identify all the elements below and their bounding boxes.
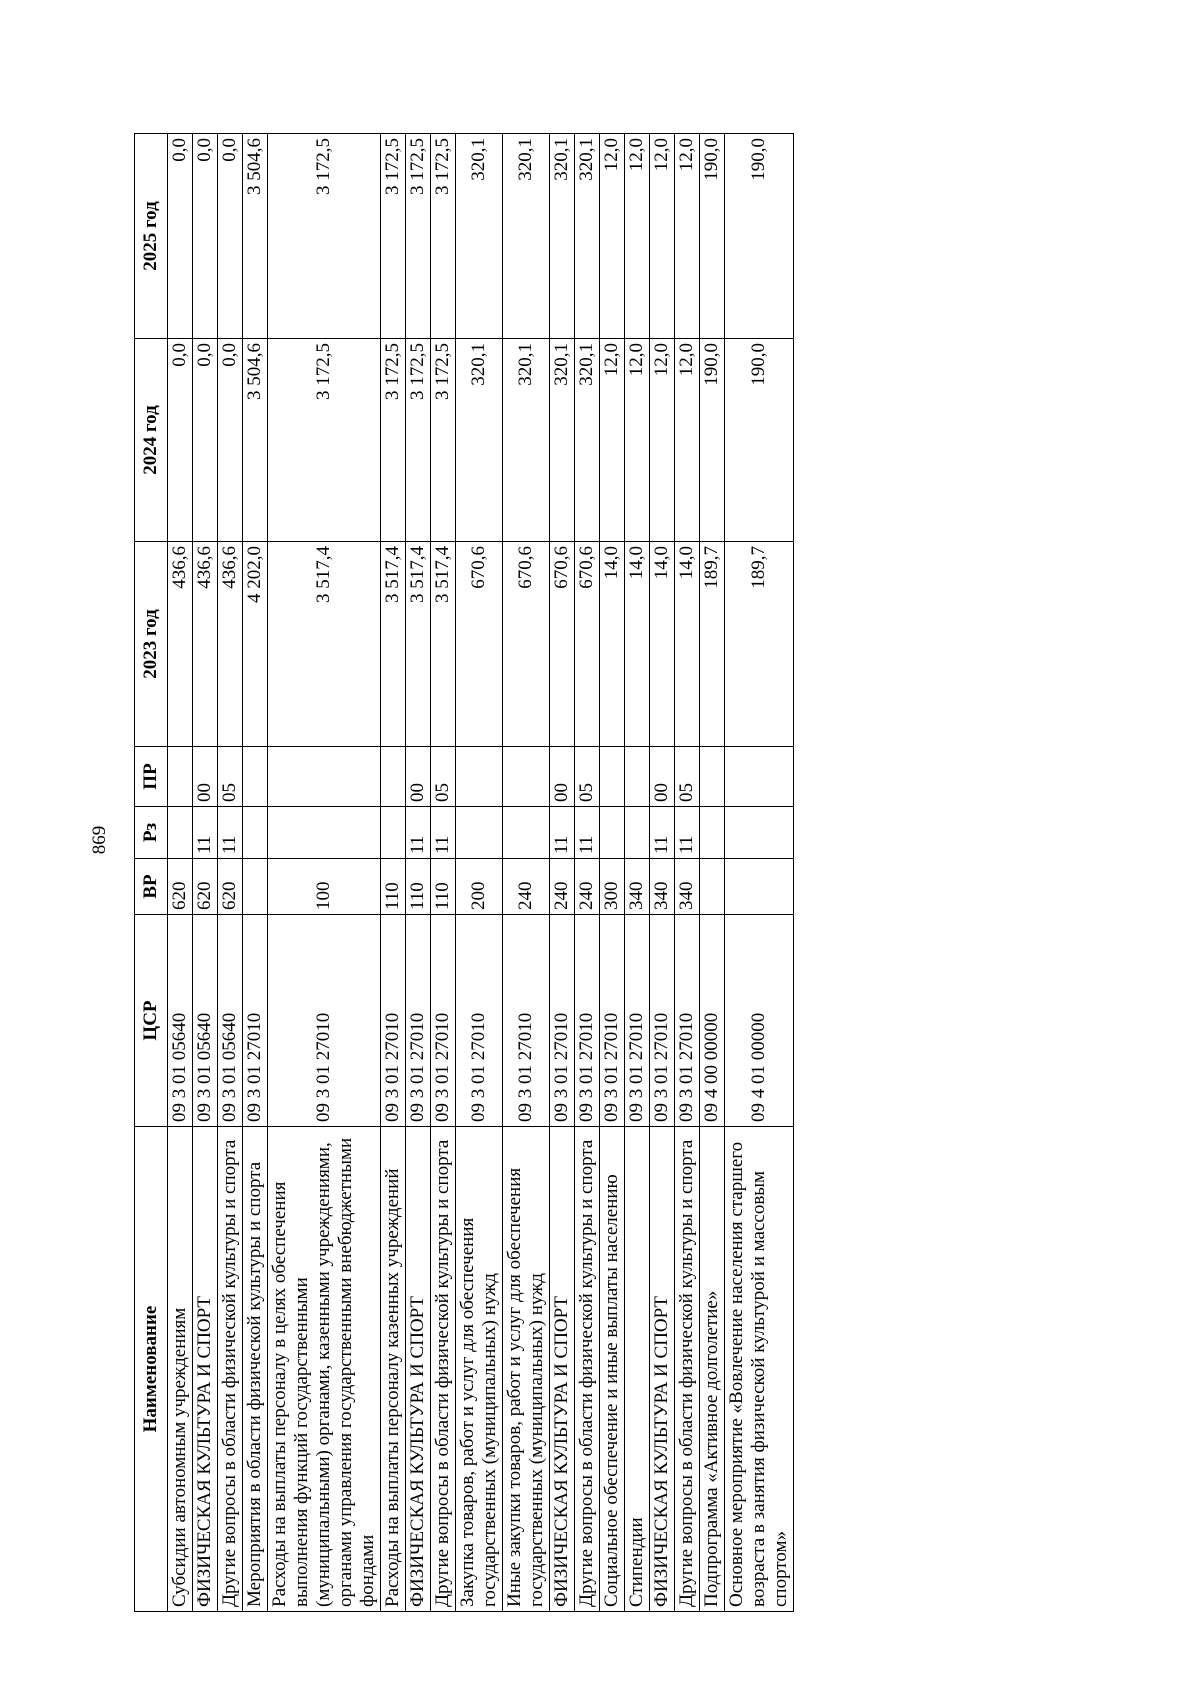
cell-y2024: 320,1	[503, 339, 550, 542]
cell-y2023: 670,6	[456, 542, 503, 747]
cell-y2023: 3 517,4	[431, 542, 456, 747]
cell-y2023: 14,0	[675, 542, 700, 747]
cell-y2023: 670,6	[550, 542, 575, 747]
cell-y2025: 190,0	[725, 134, 794, 339]
table-row	[193, 134, 218, 1612]
cell-y2023: 436,6	[168, 542, 193, 747]
cell-name: Другие вопросы в области физической культуры и спорта	[431, 1127, 456, 1612]
cell-rz	[725, 807, 794, 859]
cell-csr: 09 3 01 27010	[675, 915, 700, 1127]
cell-vr: 620	[218, 859, 243, 915]
cell-y2023: 14,0	[650, 542, 675, 747]
cell-name: Закупка товаров, работ и услуг для обеспечения государственных (муниципальных) нужд	[456, 1127, 503, 1612]
cell-y2025: 190,0	[700, 134, 725, 339]
cell-vr: 110	[431, 859, 456, 915]
header-2023: 2023 год	[135, 542, 168, 747]
cell-csr: 09 4 00 00000	[700, 915, 725, 1127]
cell-rz: 11	[431, 807, 456, 859]
table-header-row	[135, 134, 168, 1612]
cell-name: Расходы на выплаты персоналу казенных учреждений	[381, 1127, 406, 1612]
cell-pr	[268, 747, 381, 807]
header-pr: ПР	[135, 747, 168, 807]
table-row	[650, 134, 675, 1612]
cell-name: Другие вопросы в области физической культуры и спорта	[218, 1127, 243, 1612]
cell-rz	[168, 807, 193, 859]
cell-csr: 09 3 01 27010	[406, 915, 431, 1127]
rotated-table-container	[134, 134, 1040, 1612]
budget-table	[134, 133, 794, 1612]
cell-rz: 11	[218, 807, 243, 859]
cell-rz: 11	[550, 807, 575, 859]
table-row	[218, 134, 243, 1612]
cell-csr: 09 3 01 27010	[268, 915, 381, 1127]
cell-vr: 620	[168, 859, 193, 915]
cell-pr: 00	[406, 747, 431, 807]
cell-y2023: 3 517,4	[406, 542, 431, 747]
cell-y2023: 189,7	[700, 542, 725, 747]
cell-vr: 240	[550, 859, 575, 915]
cell-y2024: 12,0	[675, 339, 700, 542]
cell-pr: 00	[550, 747, 575, 807]
cell-y2025: 320,1	[456, 134, 503, 339]
cell-rz	[243, 807, 268, 859]
cell-y2024: 3 504,6	[243, 339, 268, 542]
table-row	[381, 134, 406, 1612]
cell-y2024: 12,0	[600, 339, 625, 542]
cell-y2024: 3 172,5	[406, 339, 431, 542]
cell-csr: 09 3 01 27010	[503, 915, 550, 1127]
cell-csr: 09 3 01 27010	[243, 915, 268, 1127]
table-row	[550, 134, 575, 1612]
cell-csr: 09 3 01 27010	[600, 915, 625, 1127]
cell-pr	[725, 747, 794, 807]
cell-name: ФИЗИЧЕСКАЯ КУЛЬТУРА И СПОРТ	[650, 1127, 675, 1612]
cell-rz	[700, 807, 725, 859]
cell-y2023: 670,6	[503, 542, 550, 747]
cell-pr	[503, 747, 550, 807]
cell-rz	[381, 807, 406, 859]
cell-rz: 11	[193, 807, 218, 859]
cell-y2025: 3 504,6	[243, 134, 268, 339]
cell-name: ФИЗИЧЕСКАЯ КУЛЬТУРА И СПОРТ	[193, 1127, 218, 1612]
cell-name: ФИЗИЧЕСКАЯ КУЛЬТУРА И СПОРТ	[406, 1127, 431, 1612]
cell-y2024: 190,0	[725, 339, 794, 542]
cell-y2023: 189,7	[725, 542, 794, 747]
table-row	[575, 134, 600, 1612]
cell-name: Расходы на выплаты персоналу в целях обеспечения выполнения функций государственными (муниципальными) органами, казенными учреждениями, органами управления государственными внебюджетными фондами	[268, 1127, 381, 1612]
cell-pr	[381, 747, 406, 807]
cell-pr: 05	[218, 747, 243, 807]
cell-vr: 340	[675, 859, 700, 915]
cell-vr: 340	[650, 859, 675, 915]
cell-y2025: 12,0	[675, 134, 700, 339]
cell-y2024: 3 172,5	[431, 339, 456, 542]
cell-name: Субсидии автономным учреждениям	[168, 1127, 193, 1612]
cell-y2025: 3 172,5	[268, 134, 381, 339]
cell-vr: 100	[268, 859, 381, 915]
cell-pr	[700, 747, 725, 807]
cell-rz: 11	[406, 807, 431, 859]
header-2024: 2024 год	[135, 339, 168, 542]
cell-y2023: 14,0	[600, 542, 625, 747]
cell-csr: 09 3 01 05640	[168, 915, 193, 1127]
cell-name: Подпрограмма «Активное долголетие»	[700, 1127, 725, 1612]
table-row	[431, 134, 456, 1612]
cell-name: Мероприятия в области физической культуры и спорта	[243, 1127, 268, 1612]
table-row	[456, 134, 503, 1612]
cell-y2024: 3 172,5	[268, 339, 381, 542]
cell-rz: 11	[650, 807, 675, 859]
cell-csr: 09 3 01 27010	[381, 915, 406, 1127]
cell-y2025: 3 172,5	[406, 134, 431, 339]
cell-rz: 11	[675, 807, 700, 859]
table-row	[503, 134, 550, 1612]
table-row	[625, 134, 650, 1612]
cell-pr	[168, 747, 193, 807]
cell-y2024: 12,0	[650, 339, 675, 542]
table-row	[168, 134, 193, 1612]
table-row	[700, 134, 725, 1612]
cell-pr: 05	[675, 747, 700, 807]
cell-y2023: 3 517,4	[268, 542, 381, 747]
cell-name: Другие вопросы в области физической культуры и спорта	[675, 1127, 700, 1612]
cell-vr: 340	[625, 859, 650, 915]
cell-y2023: 3 517,4	[381, 542, 406, 747]
cell-y2025: 12,0	[600, 134, 625, 339]
cell-vr	[700, 859, 725, 915]
cell-csr: 09 3 01 05640	[193, 915, 218, 1127]
cell-pr: 00	[650, 747, 675, 807]
cell-y2023: 436,6	[193, 542, 218, 747]
cell-rz	[268, 807, 381, 859]
cell-y2025: 12,0	[650, 134, 675, 339]
cell-pr: 00	[193, 747, 218, 807]
cell-rz	[456, 807, 503, 859]
cell-y2025: 0,0	[218, 134, 243, 339]
cell-y2024: 3 172,5	[381, 339, 406, 542]
cell-name: Социальное обеспечение и иные выплаты населению	[600, 1127, 625, 1612]
cell-vr: 110	[381, 859, 406, 915]
cell-y2023: 4 202,0	[243, 542, 268, 747]
cell-y2025: 320,1	[550, 134, 575, 339]
cell-pr	[625, 747, 650, 807]
header-rz: Рз	[135, 807, 168, 859]
table-row	[675, 134, 700, 1612]
cell-name: Основное мероприятие «Вовлечение населения старшего возраста в занятия физической культурой и массовым спортом»	[725, 1127, 794, 1612]
header-vr: ВР	[135, 859, 168, 915]
cell-y2024: 0,0	[168, 339, 193, 542]
cell-vr: 620	[193, 859, 218, 915]
cell-pr	[600, 747, 625, 807]
cell-y2025: 12,0	[625, 134, 650, 339]
page-number: 869	[89, 825, 110, 855]
cell-vr: 300	[600, 859, 625, 915]
cell-rz	[503, 807, 550, 859]
cell-name: Иные закупки товаров, работ и услуг для обеспечения государственных (муниципальных) нужд	[503, 1127, 550, 1612]
cell-csr: 09 3 01 27010	[550, 915, 575, 1127]
cell-y2025: 320,1	[503, 134, 550, 339]
cell-y2024: 12,0	[625, 339, 650, 542]
cell-y2023: 670,6	[575, 542, 600, 747]
cell-name: Стипендии	[625, 1127, 650, 1612]
header-name: Наименование	[135, 1127, 168, 1612]
cell-vr: 110	[406, 859, 431, 915]
cell-pr: 05	[575, 747, 600, 807]
cell-pr: 05	[431, 747, 456, 807]
table-row	[600, 134, 625, 1612]
cell-csr: 09 3 01 27010	[625, 915, 650, 1127]
cell-y2024: 0,0	[193, 339, 218, 542]
cell-y2025: 3 172,5	[431, 134, 456, 339]
cell-vr: 240	[503, 859, 550, 915]
cell-pr	[456, 747, 503, 807]
cell-vr	[725, 859, 794, 915]
cell-csr: 09 3 01 05640	[218, 915, 243, 1127]
table-row	[406, 134, 431, 1612]
cell-y2024: 320,1	[550, 339, 575, 542]
table-row	[725, 134, 794, 1612]
cell-csr: 09 3 01 27010	[650, 915, 675, 1127]
table-row	[268, 134, 381, 1612]
cell-csr: 09 4 01 00000	[725, 915, 794, 1127]
cell-y2024: 0,0	[218, 339, 243, 542]
cell-csr: 09 3 01 27010	[456, 915, 503, 1127]
cell-y2023: 14,0	[625, 542, 650, 747]
cell-csr: 09 3 01 27010	[575, 915, 600, 1127]
cell-vr: 240	[575, 859, 600, 915]
cell-name: ФИЗИЧЕСКАЯ КУЛЬТУРА И СПОРТ	[550, 1127, 575, 1612]
cell-y2024: 320,1	[575, 339, 600, 542]
cell-y2023: 436,6	[218, 542, 243, 747]
cell-rz: 11	[575, 807, 600, 859]
cell-csr: 09 3 01 27010	[431, 915, 456, 1127]
cell-y2024: 190,0	[700, 339, 725, 542]
cell-y2025: 3 172,5	[381, 134, 406, 339]
cell-rz	[625, 807, 650, 859]
cell-y2025: 0,0	[168, 134, 193, 339]
cell-name: Другие вопросы в области физической культуры и спорта	[575, 1127, 600, 1612]
cell-y2025: 0,0	[193, 134, 218, 339]
cell-y2024: 320,1	[456, 339, 503, 542]
table-body	[168, 134, 794, 1612]
table-row	[243, 134, 268, 1612]
cell-rz	[600, 807, 625, 859]
header-csr: ЦСР	[135, 915, 168, 1127]
header-2025: 2025 год	[135, 134, 168, 339]
cell-y2025: 320,1	[575, 134, 600, 339]
cell-pr	[243, 747, 268, 807]
cell-vr	[243, 859, 268, 915]
cell-vr: 200	[456, 859, 503, 915]
